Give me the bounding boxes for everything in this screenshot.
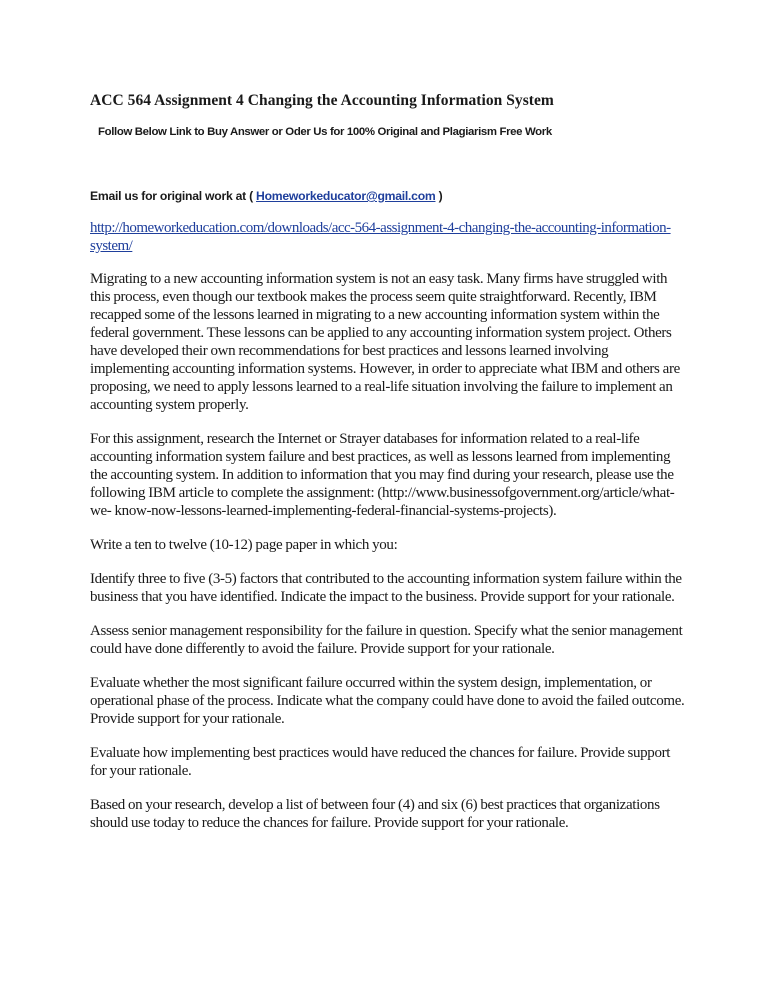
document-title: ACC 564 Assignment 4 Changing the Accounting Information System [90, 92, 554, 109]
assignment-url-link[interactable]: http://homeworkeducation.com/downloads/acc-564-assignment-4-changing-the-accounting-information-system/ [90, 220, 671, 254]
intro-paragraph: Migrating to a new accounting information system is not an easy task. Many firms have struggled with this process, even though our textbook makes the process seem quite straightforward. Recently, IBM recapped some of the lessons learned in migrating to a new accounting information system within the federal government. These lessons can be applied to any accounting information system project. Others have developed their own recommendations for best practices and lessons learned involving implementing accounting information systems. However, in order to appreciate what IBM and others are proposing, we need to apply lessons learned to a real-life situation involving the failure to implement an accounting system properly. [90, 271, 680, 413]
email-prefix: Email us for original work at ( [90, 189, 257, 203]
task-assess-paragraph: Assess senior management responsibility for the failure in question. Specify what the senior management could have done differently to avoid the failure. Provide support for your rationale. [90, 623, 683, 657]
task-evaluate-phase-paragraph: Evaluate whether the most significant failure occurred within the system design, implementation, or operational phase of the process. Indicate what the company could have done to avoid the failed outcome. Provide support for your rationale. [90, 675, 685, 727]
purchase-note: Follow Below Link to Buy Answer or Oder Us for 100% Original and Plagiarism Free Work [98, 126, 552, 138]
email-link[interactable]: Homeworkeducator@gmail.com [256, 189, 436, 203]
assignment-paragraph: For this assignment, research the Internet or Strayer databases for information related to a real-life accounting information system failure and best practices, as well as lessons learned from implementing the accounting system. In addition to information that you may find during your research, please use the following IBM article to complete the assignment: (http://www.businessofgovernment.org/article/what-we- know-now-lessons-learned-implementing-federal-financial-systems-projects). [90, 431, 675, 519]
task-lead-paragraph: Write a ten to twelve (10-12) page paper in which you: [90, 537, 398, 553]
email-suffix: ) [435, 189, 443, 203]
email-line [90, 188, 688, 204]
task-best-practices-paragraph: Based on your research, develop a list of between four (4) and six (6) best practices that organizations should use today to reduce the chances for failure. Provide support for your rationale. [90, 797, 660, 831]
task-evaluate-practices-paragraph: Evaluate how implementing best practices would have reduced the chances for failure. Provide support for your rationale. [90, 745, 671, 779]
task-identify-paragraph: Identify three to five (3-5) factors that contributed to the accounting information system failure within the business that you have identified. Indicate the impact to the business. Provide support for your rationale. [90, 571, 682, 605]
